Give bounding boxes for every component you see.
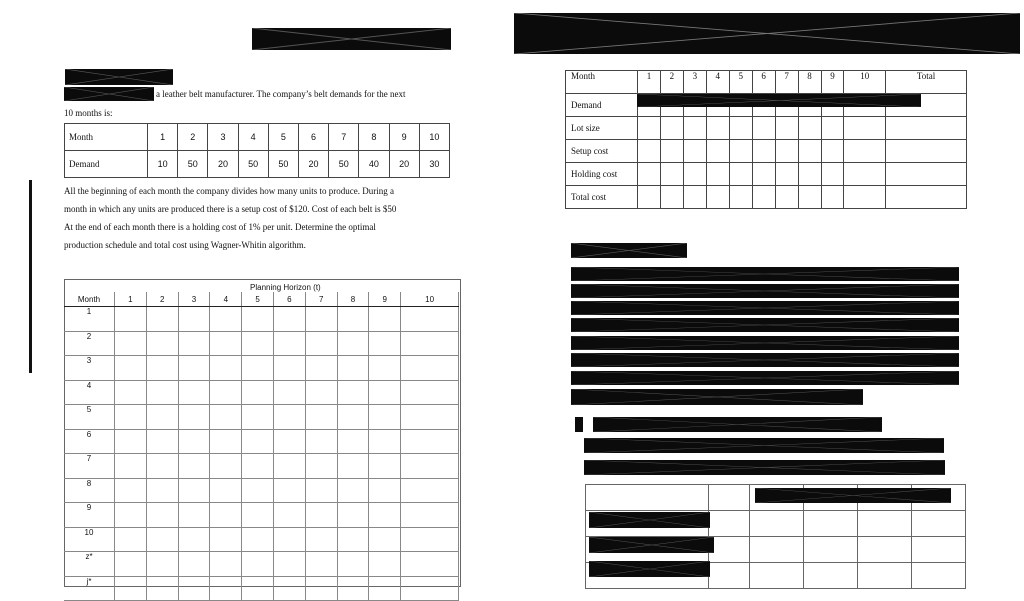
schedule-row-label: Holding cost (566, 163, 638, 186)
grid-cell (242, 307, 274, 332)
grid-cell (146, 356, 178, 381)
grid-cell (242, 503, 274, 528)
summary-cell (858, 563, 912, 589)
summary-cell (912, 563, 966, 589)
month-cell: 1 (148, 124, 178, 151)
schedule-col-header: 3 (683, 71, 706, 94)
grid-cell (115, 429, 147, 454)
grid-cell (115, 405, 147, 430)
grid-cell (178, 576, 210, 601)
grid-cell (146, 307, 178, 332)
schedule-row (566, 117, 967, 140)
grid-row-label: 4 (64, 380, 115, 405)
schedule-cell (798, 140, 821, 163)
schedule-cell (798, 186, 821, 209)
grid-cell (337, 576, 369, 601)
schedule-cell (798, 117, 821, 140)
demand-label: Demand (65, 151, 148, 178)
schedule-cell (706, 117, 729, 140)
grid-cell (273, 405, 305, 430)
schedule-cell (683, 140, 706, 163)
schedule-cell (844, 163, 886, 186)
summary-cell (709, 563, 750, 589)
grid-row-header: Month (64, 292, 115, 307)
schedule-cell (729, 163, 752, 186)
planning-horizon-caption: Planning Horizon (t) (250, 283, 321, 292)
month-cell: 4 (238, 124, 268, 151)
grid-cell (146, 478, 178, 503)
schedule-cell (683, 163, 706, 186)
grid-cell (273, 576, 305, 601)
grid-cell (146, 380, 178, 405)
grid-cell (210, 380, 242, 405)
grid-col-header: 8 (337, 292, 369, 307)
month-cell: 5 (268, 124, 298, 151)
grid-col-header: 5 (242, 292, 274, 307)
grid-cell (146, 552, 178, 577)
grid-cell (337, 503, 369, 528)
grid-cell (273, 454, 305, 479)
grid-cell (337, 405, 369, 430)
redacted-solution-line (571, 284, 959, 298)
grid-cell (146, 454, 178, 479)
schedule-col-header: 10 (844, 71, 886, 94)
redacted-solution-line (571, 353, 959, 367)
demand-cell: 50 (268, 151, 298, 178)
grid-cell (369, 527, 401, 552)
schedule-cell (752, 117, 775, 140)
problem-paragraph (64, 182, 464, 254)
grid-cell (273, 478, 305, 503)
grid-cell (210, 503, 242, 528)
schedule-cell (844, 186, 886, 209)
month-cell: 3 (208, 124, 238, 151)
grid-cell (305, 527, 337, 552)
grid-row-label: 7 (64, 454, 115, 479)
summary-cell (750, 511, 804, 537)
grid-col-header: 9 (369, 292, 401, 307)
grid-row (64, 478, 459, 503)
schedule-row-label: Total cost (566, 186, 638, 209)
grid-cell (337, 380, 369, 405)
grid-cell (273, 503, 305, 528)
grid-row (64, 429, 459, 454)
schedule-row-label: Month (566, 71, 638, 94)
grid-cell (337, 331, 369, 356)
redacted-demand-values (637, 94, 921, 107)
grid-row-label: z* (64, 552, 115, 577)
redacted-item-line (584, 460, 945, 475)
redacted-summary-label (589, 537, 714, 553)
demand-table (64, 123, 450, 178)
grid-cell (242, 454, 274, 479)
grid-cell (178, 380, 210, 405)
grid-col-header: 2 (146, 292, 178, 307)
schedule-col-header: 2 (660, 71, 683, 94)
paragraph-line: production schedule and total cost using Wagner-Whitin algorithm. (64, 240, 306, 250)
summary-cell (912, 537, 966, 563)
grid-cell (178, 307, 210, 332)
grid-cell (273, 307, 305, 332)
schedule-row (566, 163, 967, 186)
grid-cell (210, 429, 242, 454)
margin-rule (29, 180, 32, 373)
schedule-cell (844, 140, 886, 163)
grid-cell (305, 356, 337, 381)
grid-cell (337, 527, 369, 552)
grid-cell (115, 356, 147, 381)
redacted-company-name (64, 87, 154, 101)
grid-row (64, 454, 459, 479)
summary-cell (858, 537, 912, 563)
grid-cell (178, 356, 210, 381)
grid-cell (210, 405, 242, 430)
month-cell: 7 (329, 124, 359, 151)
grid-cell (401, 405, 459, 430)
grid-cell (178, 478, 210, 503)
grid-cell (115, 454, 147, 479)
grid-row (64, 576, 459, 601)
grid-cell (337, 552, 369, 577)
grid-header-row (64, 292, 459, 307)
schedule-col-header: 9 (821, 71, 844, 94)
grid-cell (115, 503, 147, 528)
grid-cell (146, 527, 178, 552)
grid-cell (369, 405, 401, 430)
wagner-whitin-grid (64, 292, 459, 601)
schedule-cell (844, 117, 886, 140)
demand-table-demand-row (65, 151, 450, 178)
grid-cell (401, 552, 459, 577)
summary-cell (709, 511, 750, 537)
grid-cell (401, 454, 459, 479)
redacted-solution-line (571, 336, 959, 350)
grid-cell (305, 380, 337, 405)
demand-cell: 40 (359, 151, 389, 178)
grid-cell (369, 356, 401, 381)
schedule-cell (638, 163, 661, 186)
demand-cell: 20 (298, 151, 328, 178)
grid-cell (337, 454, 369, 479)
grid-cell (210, 527, 242, 552)
redacted-heading (65, 69, 173, 85)
summary-cell (709, 485, 750, 511)
grid-cell (337, 356, 369, 381)
schedule-col-header: 5 (729, 71, 752, 94)
grid-cell (305, 429, 337, 454)
grid-row-label: j* (64, 576, 115, 601)
redacted-summary-header (755, 488, 951, 503)
schedule-cell (752, 140, 775, 163)
grid-cell (146, 405, 178, 430)
schedule-cell (821, 140, 844, 163)
summary-cell (709, 537, 750, 563)
month-cell: 10 (419, 124, 449, 151)
grid-cell (273, 331, 305, 356)
grid-cell (115, 527, 147, 552)
redacted-header-bar (514, 13, 1020, 54)
grid-cell (178, 503, 210, 528)
grid-row (64, 380, 459, 405)
grid-cell (210, 307, 242, 332)
grid-cell (401, 380, 459, 405)
grid-cell (178, 527, 210, 552)
grid-cell (242, 478, 274, 503)
grid-cell (401, 503, 459, 528)
month-cell: 9 (389, 124, 419, 151)
grid-cell (401, 527, 459, 552)
grid-row (64, 503, 459, 528)
schedule-cell (706, 140, 729, 163)
summary-cell (750, 563, 804, 589)
schedule-cell (660, 186, 683, 209)
grid-row-label: 3 (64, 356, 115, 381)
grid-cell (401, 307, 459, 332)
schedule-col-header: 8 (798, 71, 821, 94)
redacted-solution-line (571, 267, 959, 281)
problem-intro-text: a leather belt manufacturer. The company’s belt demands for the next (156, 89, 406, 99)
schedule-cell (729, 186, 752, 209)
paragraph-line: All the beginning of each month the company divides how many units to produce. During a (64, 186, 394, 196)
schedule-cell (706, 186, 729, 209)
redacted-solution-line (571, 371, 959, 385)
grid-cell (369, 331, 401, 356)
redacted-solution-line (571, 301, 959, 315)
summary-cell (912, 511, 966, 537)
schedule-cell (752, 163, 775, 186)
redacted-solution-heading (571, 243, 687, 258)
grid-cell (273, 552, 305, 577)
grid-cell (115, 307, 147, 332)
schedule-cell (886, 140, 967, 163)
grid-cell (305, 454, 337, 479)
schedule-cell (775, 140, 798, 163)
grid-cell (242, 429, 274, 454)
grid-cell (401, 576, 459, 601)
grid-cell (210, 356, 242, 381)
schedule-cell (886, 186, 967, 209)
grid-cell (305, 307, 337, 332)
grid-cell (369, 380, 401, 405)
schedule-col-header: 4 (706, 71, 729, 94)
grid-cell (210, 478, 242, 503)
schedule-cell (638, 117, 661, 140)
schedule-cell (683, 117, 706, 140)
grid-cell (115, 331, 147, 356)
grid-row-label: 2 (64, 331, 115, 356)
grid-cell (178, 552, 210, 577)
grid-col-header: 3 (178, 292, 210, 307)
schedule-cell (683, 186, 706, 209)
schedule-cell (706, 163, 729, 186)
summary-cell (586, 485, 709, 511)
grid-cell (242, 552, 274, 577)
schedule-cell (752, 186, 775, 209)
grid-cell (210, 576, 242, 601)
month-cell: 6 (298, 124, 328, 151)
grid-cell (337, 478, 369, 503)
summary-cell (750, 537, 804, 563)
grid-row-label: 5 (64, 405, 115, 430)
redacted-item-line (584, 438, 944, 453)
grid-cell (210, 454, 242, 479)
grid-row-label: 1 (64, 307, 115, 332)
redacted-title-block (252, 28, 451, 50)
grid-cell (369, 503, 401, 528)
grid-cell (178, 405, 210, 430)
grid-col-header: 10 (401, 292, 459, 307)
grid-cell (242, 331, 274, 356)
grid-cell (305, 576, 337, 601)
grid-cell (115, 478, 147, 503)
schedule-cell (638, 186, 661, 209)
demand-cell: 20 (389, 151, 419, 178)
month-cell: 8 (359, 124, 389, 151)
production-schedule-table (565, 70, 967, 209)
grid-cell (178, 331, 210, 356)
grid-cell (401, 356, 459, 381)
schedule-col-header: 6 (752, 71, 775, 94)
schedule-cell (729, 140, 752, 163)
grid-col-header: 6 (273, 292, 305, 307)
redacted-solution-line (571, 389, 863, 405)
schedule-cell (660, 163, 683, 186)
grid-row (64, 527, 459, 552)
schedule-cell (729, 117, 752, 140)
redacted-solution-line (571, 318, 959, 332)
grid-cell (369, 478, 401, 503)
grid-row (64, 356, 459, 381)
grid-cell (273, 527, 305, 552)
grid-col-header: 1 (115, 292, 147, 307)
grid-col-header: 4 (210, 292, 242, 307)
grid-cell (369, 552, 401, 577)
schedule-cell (660, 117, 683, 140)
schedule-cell (775, 117, 798, 140)
grid-cell (337, 307, 369, 332)
grid-cell (178, 429, 210, 454)
schedule-row (566, 71, 967, 94)
grid-cell (210, 331, 242, 356)
grid-row-label: 6 (64, 429, 115, 454)
month-cell: 2 (178, 124, 208, 151)
schedule-cell (821, 163, 844, 186)
demand-cell: 30 (419, 151, 449, 178)
schedule-row-label: Lot size (566, 117, 638, 140)
summary-cell (804, 563, 858, 589)
grid-cell (369, 576, 401, 601)
schedule-row-label: Demand (566, 94, 638, 117)
grid-cell (210, 552, 242, 577)
grid-cell (305, 552, 337, 577)
grid-cell (305, 503, 337, 528)
grid-cell (242, 356, 274, 381)
grid-cell (337, 429, 369, 454)
demand-cell: 20 (208, 151, 238, 178)
grid-cell (242, 576, 274, 601)
schedule-cell (821, 117, 844, 140)
grid-cell (369, 307, 401, 332)
schedule-row (566, 140, 967, 163)
grid-cell (273, 356, 305, 381)
schedule-cell (821, 186, 844, 209)
schedule-col-header: 1 (638, 71, 661, 94)
grid-cell (401, 429, 459, 454)
grid-cell (242, 380, 274, 405)
demand-cell: 50 (329, 151, 359, 178)
grid-cell (305, 478, 337, 503)
grid-cell (146, 503, 178, 528)
grid-row (64, 331, 459, 356)
schedule-row (566, 186, 967, 209)
demand-table-month-row (65, 124, 450, 151)
grid-cell (146, 576, 178, 601)
demand-cell: 50 (238, 151, 268, 178)
paragraph-line: month in which any units are produced there is a setup cost of $120. Cost of each belt is $50 (64, 204, 397, 214)
problem-intro-line2: 10 months is: (64, 108, 113, 118)
grid-row (64, 307, 459, 332)
demand-cell: 10 (148, 151, 178, 178)
summary-cell (804, 537, 858, 563)
grid-cell (242, 527, 274, 552)
grid-cell (369, 429, 401, 454)
grid-cell (242, 405, 274, 430)
redacted-item-line (593, 417, 882, 432)
grid-cell (273, 429, 305, 454)
grid-cell (305, 405, 337, 430)
schedule-col-header: 7 (775, 71, 798, 94)
schedule-cell (638, 140, 661, 163)
grid-row (64, 405, 459, 430)
schedule-cell (660, 140, 683, 163)
grid-cell (401, 478, 459, 503)
schedule-cell (775, 186, 798, 209)
grid-cell (115, 552, 147, 577)
schedule-cell (886, 163, 967, 186)
schedule-row-label: Setup cost (566, 140, 638, 163)
grid-row (64, 552, 459, 577)
grid-cell (115, 380, 147, 405)
grid-row-label: 10 (64, 527, 115, 552)
grid-cell (146, 331, 178, 356)
grid-col-header: 7 (305, 292, 337, 307)
redacted-item-marker (575, 417, 583, 432)
schedule-col-header: Total (886, 71, 967, 94)
schedule-cell (886, 117, 967, 140)
grid-cell (369, 454, 401, 479)
schedule-cell (798, 163, 821, 186)
grid-cell (401, 331, 459, 356)
grid-cell (178, 454, 210, 479)
redacted-summary-label (589, 512, 710, 528)
grid-row-label: 8 (64, 478, 115, 503)
summary-cell (858, 511, 912, 537)
redacted-summary-label (589, 561, 710, 577)
grid-row-label: 9 (64, 503, 115, 528)
grid-cell (273, 380, 305, 405)
schedule-cell (775, 163, 798, 186)
summary-cell (804, 511, 858, 537)
demand-cell: 50 (178, 151, 208, 178)
grid-cell (115, 576, 147, 601)
paragraph-line: At the end of each month there is a holding cost of 1% per unit. Determine the optimal (64, 222, 376, 232)
grid-cell (146, 429, 178, 454)
grid-cell (305, 331, 337, 356)
month-label: Month (65, 124, 148, 151)
